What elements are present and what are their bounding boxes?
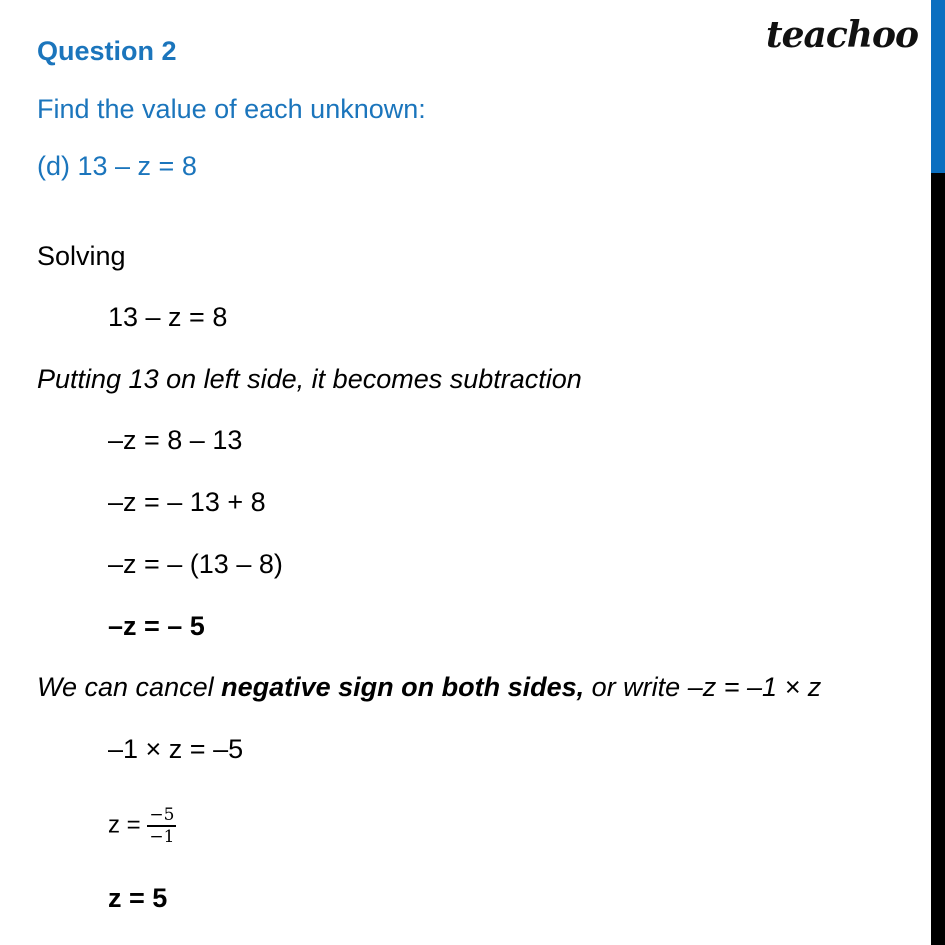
- equation-5: –z = – 5: [108, 611, 205, 641]
- note-1: Putting 13 on left side, it becomes subtraction: [37, 364, 582, 394]
- fraction: [147, 805, 176, 847]
- fraction-numerator: −5: [149, 805, 175, 825]
- accent-bar-black: [931, 173, 945, 945]
- accent-bar-blue: [931, 0, 945, 173]
- equation-7-lhs: z =: [108, 811, 148, 839]
- question-prompt: Find the value of each unknown:: [37, 94, 426, 124]
- equation-1: 13 – z = 8: [108, 302, 228, 332]
- teachoo-logo: teachoo: [766, 14, 918, 56]
- solving-label: Solving: [37, 241, 126, 271]
- note-2-text-a: We can cancel: [37, 672, 222, 702]
- equation-3: –z = – 13 + 8: [108, 487, 266, 517]
- equation-7: [108, 805, 176, 847]
- note-2: [37, 672, 821, 703]
- question-part: (d) 13 – z = 8: [37, 151, 197, 181]
- question-title: Question 2: [37, 36, 177, 66]
- equation-2: –z = 8 – 13: [108, 425, 243, 455]
- fraction-denominator: −1: [149, 827, 175, 847]
- equation-6: –1 × z = –5: [108, 734, 244, 764]
- final-answer: z = 5: [108, 883, 168, 913]
- note-2-emphasis: negative sign on both sides,: [221, 672, 585, 702]
- equation-4: –z = – (13 – 8): [108, 549, 283, 579]
- note-2-text-b: or write –z = –1 × z: [584, 672, 822, 702]
